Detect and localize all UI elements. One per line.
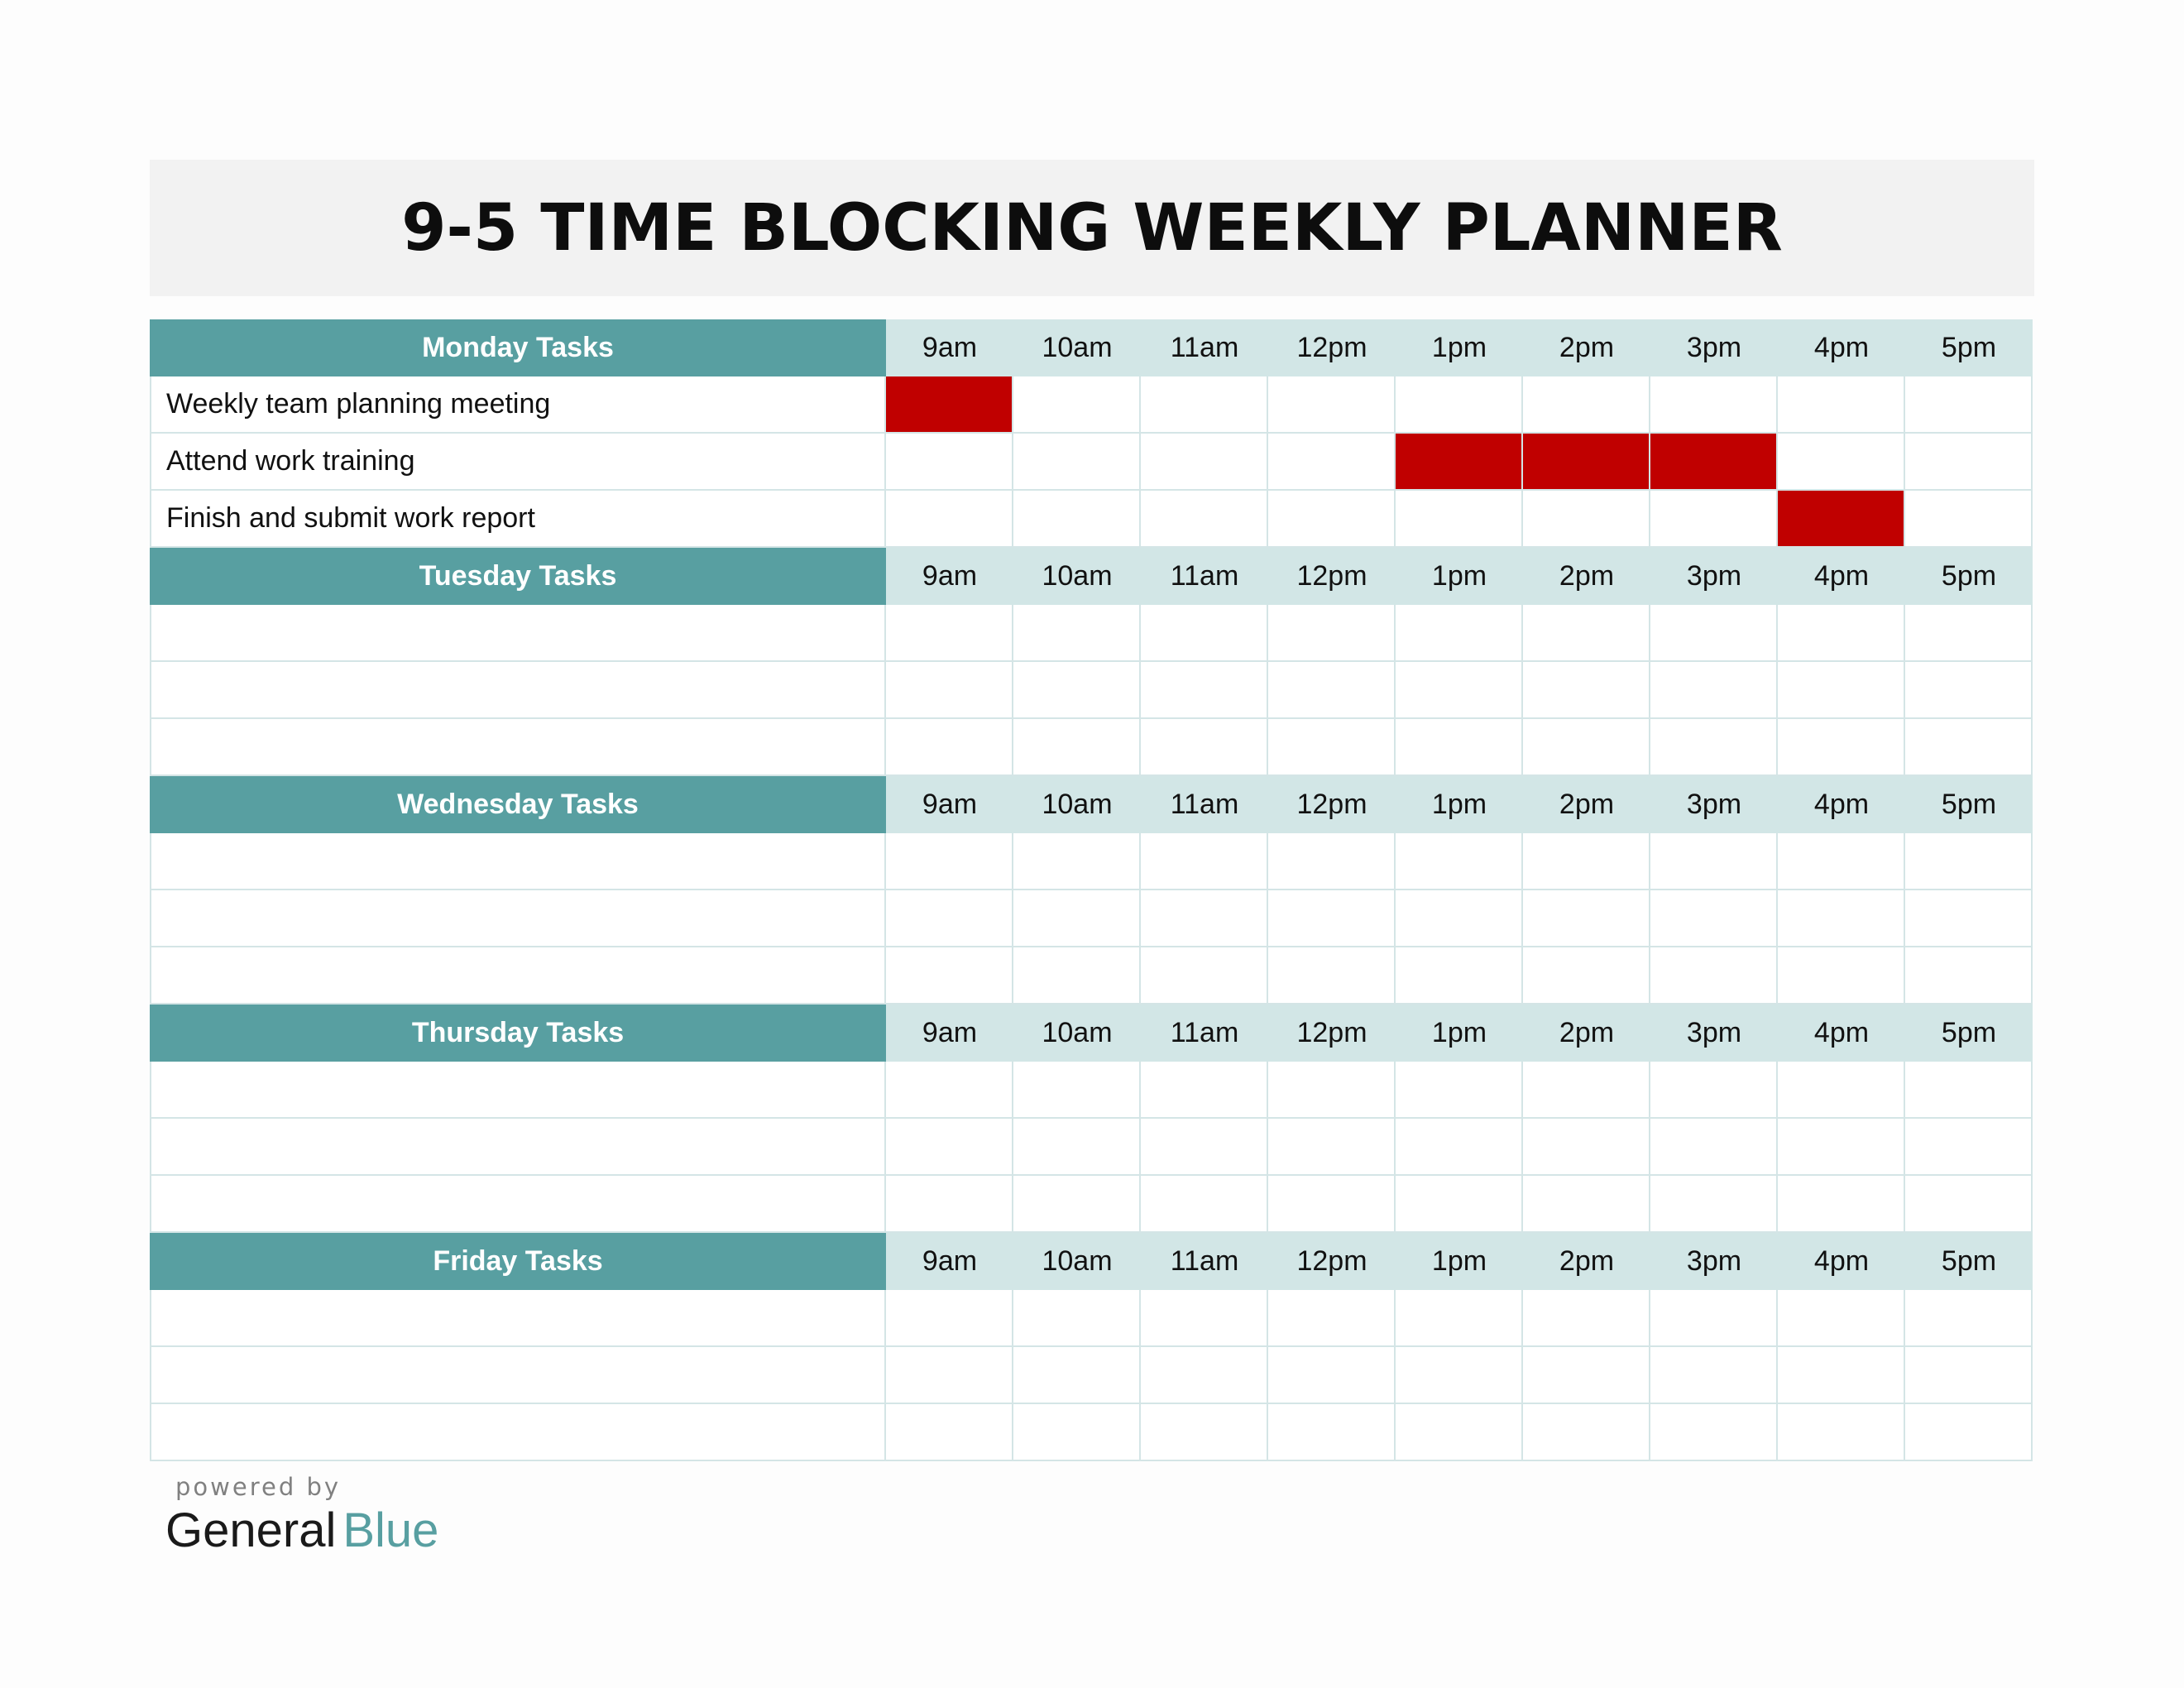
task-name-cell[interactable] (150, 719, 886, 776)
time-block-cell[interactable] (1268, 1290, 1396, 1347)
time-slot-header: 12pm (1268, 1233, 1396, 1290)
weekly-planner-grid (150, 319, 2034, 1461)
time-block-cell[interactable] (1905, 1176, 2033, 1233)
task-name-cell[interactable]: Finish and submit work report (150, 491, 886, 548)
time-block-cell[interactable] (1523, 376, 1650, 434)
time-block-cell[interactable] (1905, 890, 2033, 947)
time-block-cell[interactable] (1141, 890, 1268, 947)
time-block-cell[interactable] (1268, 890, 1396, 947)
time-block-cell[interactable] (1650, 605, 1778, 662)
day-header-label: Friday Tasks (150, 1233, 886, 1290)
time-slot-header: 1pm (1396, 548, 1523, 605)
time-slot-header: 11am (1141, 1005, 1268, 1062)
time-slot-header: 3pm (1650, 1005, 1778, 1062)
time-block-cell[interactable] (1905, 376, 2033, 434)
task-name-cell[interactable]: Attend work training (150, 434, 886, 491)
time-block-filled[interactable] (1396, 434, 1523, 491)
time-block-cell[interactable] (1778, 890, 1905, 947)
time-block-cell[interactable] (1013, 1347, 1141, 1404)
time-block-cell[interactable] (886, 434, 1013, 491)
time-slot-header: 10am (1013, 1005, 1141, 1062)
time-slot-header: 9am (886, 1005, 1013, 1062)
time-block-cell[interactable] (1523, 1290, 1650, 1347)
footer (165, 1473, 438, 1558)
time-block-cell[interactable] (1141, 1404, 1268, 1461)
day-header-label: Monday Tasks (150, 319, 886, 376)
time-slot-header: 4pm (1778, 776, 1905, 833)
time-slot-header: 3pm (1650, 319, 1778, 376)
time-slot-header: 11am (1141, 1233, 1268, 1290)
task-name-cell[interactable] (150, 947, 886, 1005)
time-block-cell[interactable] (1396, 719, 1523, 776)
task-name-cell[interactable] (150, 890, 886, 947)
time-slot-header: 11am (1141, 776, 1268, 833)
time-slot-header: 9am (886, 1233, 1013, 1290)
time-block-cell[interactable] (1396, 605, 1523, 662)
task-row (150, 890, 2034, 947)
task-row (150, 833, 2034, 890)
time-block-cell[interactable] (1523, 947, 1650, 1005)
time-block-cell[interactable] (1396, 1290, 1523, 1347)
time-block-cell[interactable] (1778, 833, 1905, 890)
time-block-cell[interactable] (1778, 434, 1905, 491)
task-name-cell[interactable] (150, 605, 886, 662)
time-block-cell[interactable] (1905, 605, 2033, 662)
task-row (150, 662, 2034, 719)
time-block-cell[interactable] (1013, 833, 1141, 890)
time-slot-header: 11am (1141, 319, 1268, 376)
time-block-cell[interactable] (1396, 947, 1523, 1005)
task-name-cell[interactable] (150, 1062, 886, 1119)
time-block-cell[interactable] (1778, 1290, 1905, 1347)
day-header-row (150, 776, 2034, 833)
time-block-cell[interactable] (1141, 605, 1268, 662)
time-block-cell[interactable] (1905, 1290, 2033, 1347)
time-block-cell[interactable] (1523, 833, 1650, 890)
time-slot-header: 2pm (1523, 1233, 1650, 1290)
task-name-cell[interactable] (150, 1404, 886, 1461)
time-block-cell[interactable] (1905, 662, 2033, 719)
task-row (150, 491, 2034, 548)
time-block-cell[interactable] (1268, 1176, 1396, 1233)
time-block-cell[interactable] (1523, 719, 1650, 776)
time-block-cell[interactable] (1523, 1347, 1650, 1404)
task-row (150, 947, 2034, 1005)
day-header-row (150, 1005, 2034, 1062)
time-block-cell[interactable] (1650, 719, 1778, 776)
task-row (150, 376, 2034, 434)
task-name-cell[interactable]: Weekly team planning meeting (150, 376, 886, 434)
time-slot-header: 4pm (1778, 319, 1905, 376)
time-block-cell[interactable] (1013, 1176, 1141, 1233)
time-block-cell[interactable] (1905, 1062, 2033, 1119)
time-block-cell[interactable] (1650, 491, 1778, 548)
time-block-cell[interactable] (1523, 1404, 1650, 1461)
task-row (150, 605, 2034, 662)
time-block-cell[interactable] (886, 947, 1013, 1005)
time-slot-header: 1pm (1396, 776, 1523, 833)
time-slot-header: 5pm (1905, 319, 2033, 376)
time-block-cell[interactable] (886, 1347, 1013, 1404)
task-row (150, 719, 2034, 776)
time-block-cell[interactable] (886, 605, 1013, 662)
time-block-cell[interactable] (1268, 833, 1396, 890)
time-block-cell[interactable] (1396, 491, 1523, 548)
time-block-cell[interactable] (1141, 376, 1268, 434)
time-block-cell[interactable] (1905, 1119, 2033, 1176)
time-block-cell[interactable] (1650, 1062, 1778, 1119)
time-block-cell[interactable] (1268, 376, 1396, 434)
time-block-cell[interactable] (1650, 890, 1778, 947)
brand-name-general: General (165, 1503, 337, 1557)
task-row (150, 434, 2034, 491)
time-slot-header: 12pm (1268, 1005, 1396, 1062)
time-block-cell[interactable] (1141, 1119, 1268, 1176)
time-block-cell[interactable] (1778, 1404, 1905, 1461)
time-block-cell[interactable] (1141, 1176, 1268, 1233)
time-block-cell[interactable] (1523, 491, 1650, 548)
time-block-cell[interactable] (1268, 719, 1396, 776)
time-block-cell[interactable] (1013, 1062, 1141, 1119)
time-block-cell[interactable] (1141, 947, 1268, 1005)
time-block-cell[interactable] (1650, 1404, 1778, 1461)
time-block-cell[interactable] (1396, 833, 1523, 890)
task-row (150, 1176, 2034, 1233)
time-slot-header: 10am (1013, 1233, 1141, 1290)
time-block-cell[interactable] (1013, 719, 1141, 776)
time-block-cell[interactable] (1905, 491, 2033, 548)
time-block-filled[interactable] (1523, 434, 1650, 491)
day-header-label: Wednesday Tasks (150, 776, 886, 833)
task-row (150, 1119, 2034, 1176)
time-block-cell[interactable] (1905, 1347, 2033, 1404)
time-slot-header: 3pm (1650, 776, 1778, 833)
time-slot-header: 5pm (1905, 1005, 2033, 1062)
time-slot-header: 2pm (1523, 776, 1650, 833)
day-section (150, 1233, 2034, 1461)
day-section (150, 548, 2034, 776)
day-header-row (150, 1233, 2034, 1290)
time-block-cell[interactable] (1013, 434, 1141, 491)
time-block-cell[interactable] (1141, 1290, 1268, 1347)
day-header-label: Thursday Tasks (150, 1005, 886, 1062)
time-slot-header: 12pm (1268, 319, 1396, 376)
time-block-cell[interactable] (1650, 833, 1778, 890)
task-name-cell[interactable] (150, 1347, 886, 1404)
time-block-cell[interactable] (1396, 376, 1523, 434)
task-row (150, 1062, 2034, 1119)
day-section (150, 776, 2034, 1005)
task-row (150, 1347, 2034, 1404)
time-block-cell[interactable] (1396, 1404, 1523, 1461)
time-block-cell[interactable] (1523, 1119, 1650, 1176)
time-block-cell[interactable] (1013, 947, 1141, 1005)
time-slot-header: 1pm (1396, 1005, 1523, 1062)
time-block-cell[interactable] (1141, 1347, 1268, 1404)
day-header-row (150, 548, 2034, 605)
time-block-cell[interactable] (1013, 491, 1141, 548)
time-slot-header: 12pm (1268, 776, 1396, 833)
time-block-cell[interactable] (1905, 833, 2033, 890)
time-slot-header: 12pm (1268, 548, 1396, 605)
day-section (150, 319, 2034, 548)
day-section (150, 1005, 2034, 1233)
task-row (150, 1290, 2034, 1347)
brand-logo (165, 1503, 438, 1558)
time-slot-header: 9am (886, 319, 1013, 376)
time-block-cell[interactable] (1268, 1347, 1396, 1404)
time-block-cell[interactable] (886, 1290, 1013, 1347)
time-block-cell[interactable] (1650, 376, 1778, 434)
time-block-cell[interactable] (1268, 1062, 1396, 1119)
task-name-cell[interactable] (150, 1290, 886, 1347)
day-header-label: Tuesday Tasks (150, 548, 886, 605)
time-block-cell[interactable] (1905, 947, 2033, 1005)
time-block-cell[interactable] (1778, 605, 1905, 662)
task-name-cell[interactable] (150, 833, 886, 890)
time-block-cell[interactable] (1778, 1062, 1905, 1119)
time-slot-header: 10am (1013, 776, 1141, 833)
time-block-cell[interactable] (1778, 1119, 1905, 1176)
time-block-cell[interactable] (1013, 605, 1141, 662)
time-block-cell[interactable] (886, 890, 1013, 947)
time-block-cell[interactable] (886, 1176, 1013, 1233)
task-row (150, 1404, 2034, 1461)
time-block-cell[interactable] (1141, 719, 1268, 776)
page-title: 9-5 TIME BLOCKING WEEKLY PLANNER (401, 190, 1783, 266)
time-slot-header: 10am (1013, 548, 1141, 605)
time-block-cell[interactable] (1396, 1062, 1523, 1119)
time-block-cell[interactable] (886, 1062, 1013, 1119)
time-block-cell[interactable] (1650, 1119, 1778, 1176)
time-block-cell[interactable] (886, 491, 1013, 548)
time-block-cell[interactable] (886, 1404, 1013, 1461)
time-block-cell[interactable] (1268, 434, 1396, 491)
time-block-cell[interactable] (1650, 662, 1778, 719)
time-slot-header: 2pm (1523, 1005, 1650, 1062)
time-slot-header: 3pm (1650, 1233, 1778, 1290)
time-slot-header: 1pm (1396, 1233, 1523, 1290)
powered-by-label: powered by (175, 1473, 342, 1501)
time-block-cell[interactable] (1650, 1347, 1778, 1404)
time-block-cell[interactable] (886, 1119, 1013, 1176)
time-block-cell[interactable] (1523, 890, 1650, 947)
time-block-cell[interactable] (1268, 1119, 1396, 1176)
time-slot-header: 4pm (1778, 548, 1905, 605)
time-block-cell[interactable] (1778, 1347, 1905, 1404)
time-block-cell[interactable] (1013, 1404, 1141, 1461)
time-block-cell[interactable] (1523, 605, 1650, 662)
time-block-cell[interactable] (886, 719, 1013, 776)
time-slot-header: 11am (1141, 548, 1268, 605)
task-name-cell[interactable] (150, 662, 886, 719)
time-block-cell[interactable] (1650, 1176, 1778, 1233)
title-bar (150, 160, 2034, 296)
time-block-cell[interactable] (1396, 1176, 1523, 1233)
brand-name-blue: Blue (342, 1503, 439, 1557)
time-slot-header: 10am (1013, 319, 1141, 376)
time-slot-header: 2pm (1523, 319, 1650, 376)
time-slot-header: 3pm (1650, 548, 1778, 605)
time-block-filled[interactable] (886, 376, 1013, 434)
time-block-cell[interactable] (1778, 1176, 1905, 1233)
time-block-cell[interactable] (886, 662, 1013, 719)
time-block-cell[interactable] (1268, 491, 1396, 548)
time-block-cell[interactable] (1905, 1404, 2033, 1461)
time-block-cell[interactable] (1905, 719, 2033, 776)
time-block-cell[interactable] (1650, 1290, 1778, 1347)
time-block-cell[interactable] (1396, 1347, 1523, 1404)
time-slot-header: 4pm (1778, 1233, 1905, 1290)
time-block-cell[interactable] (1268, 605, 1396, 662)
time-block-cell[interactable] (1141, 491, 1268, 548)
time-slot-header: 9am (886, 776, 1013, 833)
time-slot-header: 2pm (1523, 548, 1650, 605)
time-block-cell[interactable] (1523, 1062, 1650, 1119)
time-block-cell[interactable] (1141, 1062, 1268, 1119)
time-slot-header: 5pm (1905, 548, 2033, 605)
time-block-cell[interactable] (1778, 662, 1905, 719)
time-block-cell[interactable] (1396, 890, 1523, 947)
time-block-cell[interactable] (1268, 1404, 1396, 1461)
time-slot-header: 5pm (1905, 1233, 2033, 1290)
time-block-cell[interactable] (1650, 947, 1778, 1005)
time-block-cell[interactable] (1013, 1290, 1141, 1347)
time-block-cell[interactable] (1523, 1176, 1650, 1233)
time-block-cell[interactable] (1778, 719, 1905, 776)
time-slot-header: 5pm (1905, 776, 2033, 833)
task-name-cell[interactable] (150, 1119, 886, 1176)
time-block-cell[interactable] (1268, 662, 1396, 719)
time-block-cell[interactable] (886, 833, 1013, 890)
time-block-cell[interactable] (1141, 434, 1268, 491)
time-block-cell[interactable] (1013, 1119, 1141, 1176)
day-header-row (150, 319, 2034, 376)
time-block-cell[interactable] (1013, 662, 1141, 719)
time-slot-header: 4pm (1778, 1005, 1905, 1062)
time-block-cell[interactable] (1141, 662, 1268, 719)
time-block-cell[interactable] (1141, 833, 1268, 890)
time-block-cell[interactable] (1905, 434, 2033, 491)
time-block-cell[interactable] (1013, 376, 1141, 434)
time-block-cell[interactable] (1268, 947, 1396, 1005)
time-block-filled[interactable] (1778, 491, 1905, 548)
time-slot-header: 9am (886, 548, 1013, 605)
time-block-cell[interactable] (1778, 376, 1905, 434)
time-block-cell[interactable] (1013, 890, 1141, 947)
time-block-filled[interactable] (1650, 434, 1778, 491)
time-block-cell[interactable] (1396, 662, 1523, 719)
time-slot-header: 1pm (1396, 319, 1523, 376)
task-name-cell[interactable] (150, 1176, 886, 1233)
time-block-cell[interactable] (1523, 662, 1650, 719)
time-block-cell[interactable] (1778, 947, 1905, 1005)
time-block-cell[interactable] (1396, 1119, 1523, 1176)
